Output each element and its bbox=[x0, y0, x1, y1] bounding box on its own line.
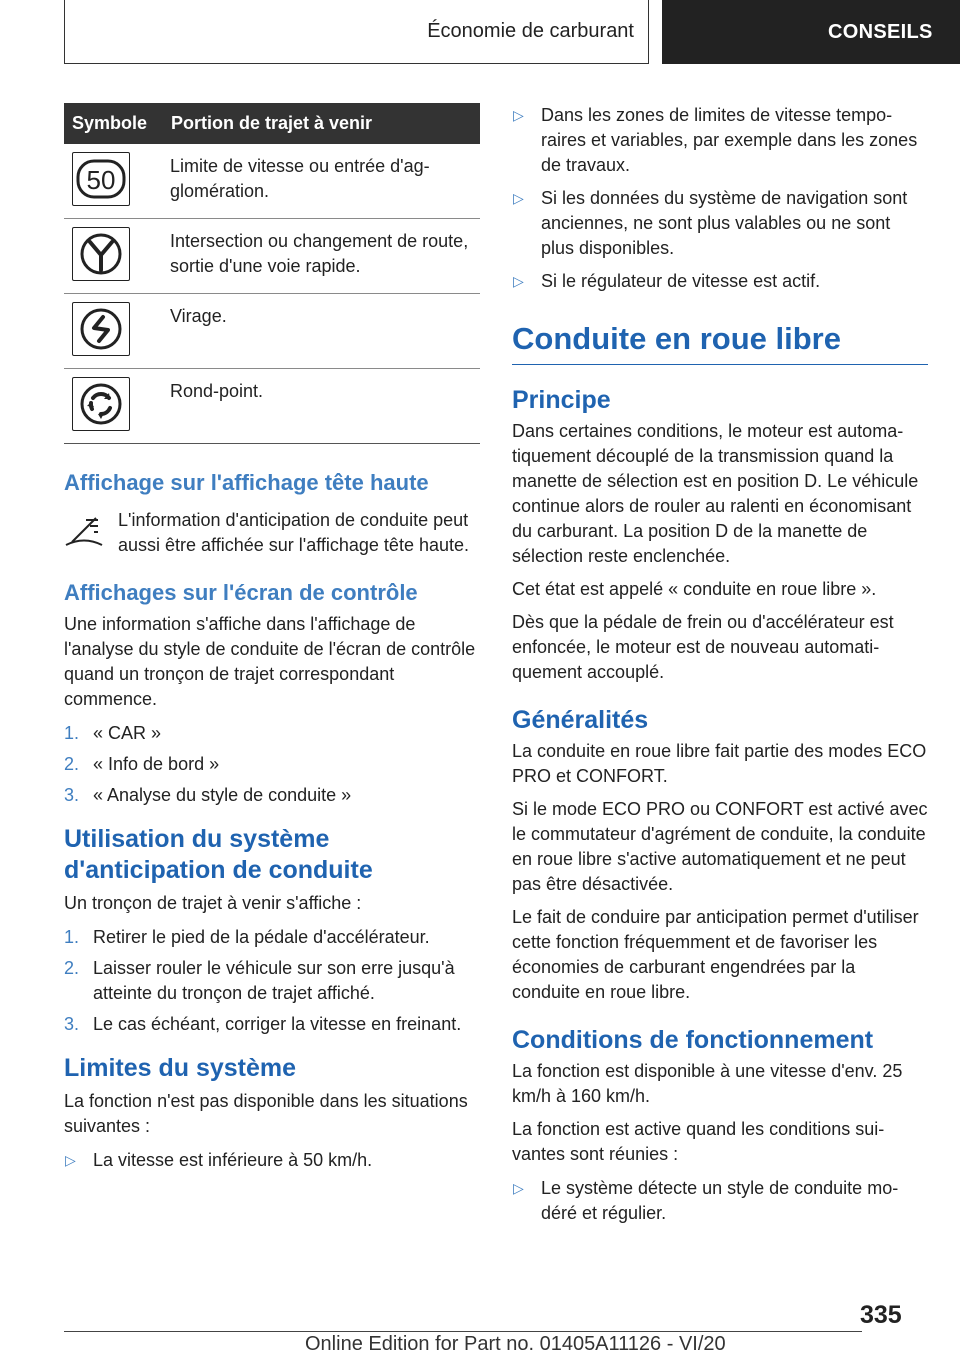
general-paragraph: Le fait de conduire par anticipation permet d'utiliser cette fonction fréquemment et de favoriser les économies de carburant engendrées par la conduite en roue libre. bbox=[512, 907, 919, 1002]
bullet-triangle-icon: ▷ bbox=[513, 1180, 524, 1196]
coasting-heading: Conduite en roue libre bbox=[512, 317, 928, 365]
table-cell-text: Intersection ou changement de route, sortie d'une voie rapide. bbox=[170, 231, 469, 276]
list-item: ▷ La vitesse est inférieure à 50 km/h. bbox=[64, 1148, 480, 1173]
hud-paragraph: L'information d'anticipation de conduite peut aussi être affichée sur l'affichage tête haute. bbox=[118, 510, 469, 555]
chapter-tab bbox=[662, 0, 960, 64]
speed-limit-50-icon bbox=[72, 152, 130, 206]
roundabout-icon bbox=[72, 377, 130, 431]
section-header bbox=[64, 0, 649, 64]
bullet-triangle-icon: ▷ bbox=[65, 1152, 76, 1168]
list-item: ▷ Si les données du système de navigation sont anciennes, ne sont plus valables ou ne sont plus disponibles. bbox=[512, 186, 928, 261]
principle-paragraph: Cet état est appelé « conduite en roue libre ». bbox=[512, 579, 877, 599]
list-item: 3. « Analyse du style de conduite » bbox=[64, 785, 352, 805]
system-limits-heading: Limites du système bbox=[64, 1054, 297, 1082]
list-item: 2. « Info de bord » bbox=[64, 754, 220, 774]
list-item: 3. Le cas échéant, corriger la vitesse en freinant. bbox=[64, 1014, 462, 1034]
list-item: 1. Retirer le pied de la pédale d'accélérateur. bbox=[64, 927, 430, 947]
svg-text:50: 50 bbox=[86, 165, 116, 195]
table-row bbox=[64, 369, 480, 444]
system-limits-paragraph: La fonction n'est pas disponible dans les situations suivantes : bbox=[64, 1091, 468, 1136]
general-heading: Généralités bbox=[512, 706, 649, 734]
general-paragraph: Si le mode ECO PRO ou CONFORT est activé avec le commutateur d'agrément de conduite, la conduite en roue libre s'active automatiquement et ne peut pas être désactivée. bbox=[512, 799, 928, 894]
list-item: ▷ Dans les zones de limites de vitesse temporaires et variables, par exemple dans les zones de travaux. bbox=[512, 103, 928, 178]
general-paragraph: La conduite en roue libre fait partie des modes ECO PRO et CONFORT. bbox=[512, 741, 927, 786]
conditions-paragraph: La fonction est disponible à une vitesse d'env. 25 km/h à 160 km/h. bbox=[512, 1061, 903, 1106]
list-item: ▷ Le système détecte un style de conduite modéré et régulier. bbox=[512, 1176, 928, 1226]
list-item: 2. Laisser rouler le véhicule sur son erre jusqu'à atteinte du tronçon de trajet affiché. bbox=[64, 958, 455, 1003]
system-limits-list bbox=[64, 1148, 480, 1173]
curve-icon bbox=[72, 302, 130, 356]
system-limits-list-continued bbox=[512, 103, 928, 294]
hud-block bbox=[64, 508, 480, 558]
bullet-triangle-icon: ▷ bbox=[513, 273, 524, 289]
conditions-paragraph: La fonction est active quand les conditions suivantes sont réunies : bbox=[512, 1119, 885, 1164]
bullet-triangle-icon: ▷ bbox=[513, 107, 524, 123]
table-cell-text: Limite de vitesse ou entrée d'agglomération. bbox=[170, 156, 430, 201]
table-cell-text: Rond-point. bbox=[170, 381, 264, 401]
head-up-display-icon bbox=[64, 512, 104, 548]
left-column bbox=[64, 103, 480, 1181]
hud-heading: Affichage sur l'affichage tête haute bbox=[64, 470, 429, 495]
principle-heading: Principe bbox=[512, 386, 611, 414]
control-display-steps bbox=[64, 721, 480, 808]
table-row bbox=[64, 219, 480, 294]
chapter-title: CONSEILS bbox=[828, 20, 933, 43]
bullet-triangle-icon: ▷ bbox=[513, 190, 524, 206]
section-title: Économie de carburant bbox=[427, 20, 634, 42]
footer-edition-text: Online Edition for Part no. 01405A11126 - VI/20 bbox=[305, 1333, 726, 1355]
control-display-heading: Affichages sur l'écran de contrôle bbox=[64, 580, 418, 605]
list-item: ▷ Si le régulateur de vitesse est actif. bbox=[512, 269, 928, 294]
usage-steps bbox=[64, 925, 480, 1037]
list-item: 1. « CAR » bbox=[64, 723, 162, 743]
symbol-table bbox=[64, 103, 480, 444]
table-row bbox=[64, 294, 480, 369]
column-header-symbol: Symbole bbox=[72, 113, 148, 133]
table-header bbox=[64, 103, 480, 144]
column-header-portion: Portion de trajet à venir bbox=[171, 113, 373, 133]
intersection-icon bbox=[72, 227, 130, 281]
right-column bbox=[512, 103, 928, 1234]
principle-paragraph: Dès que la pédale de frein ou d'accélérateur est enfoncée, le moteur est de nouveau automatiquement accouplé. bbox=[512, 612, 894, 682]
usage-heading: Utilisation du système d'anticipation de conduite bbox=[64, 825, 373, 884]
footer-divider bbox=[64, 1331, 862, 1332]
principle-paragraph: Dans certaines conditions, le moteur est automatiquement découplé de la transmission quand la manette de sélection est en position D. Le véhicule continue alors de rouler au ralenti en économisant du carburant. La position D de la manette de sélection reste enclenchée. bbox=[512, 421, 919, 566]
operating-conditions-heading: Conditions de fonctionnement bbox=[512, 1026, 874, 1054]
page-number: 335 bbox=[860, 1301, 902, 1329]
conditions-list bbox=[512, 1176, 928, 1226]
table-row bbox=[64, 144, 480, 219]
control-display-paragraph: Une information s'affiche dans l'affichage de l'analyse du style de conduite de l'écran de contrôle quand un tronçon de trajet correspondant commence. bbox=[64, 614, 476, 709]
table-cell-text: Virage. bbox=[170, 306, 227, 326]
usage-paragraph: Un tronçon de trajet à venir s'affiche : bbox=[64, 893, 362, 913]
